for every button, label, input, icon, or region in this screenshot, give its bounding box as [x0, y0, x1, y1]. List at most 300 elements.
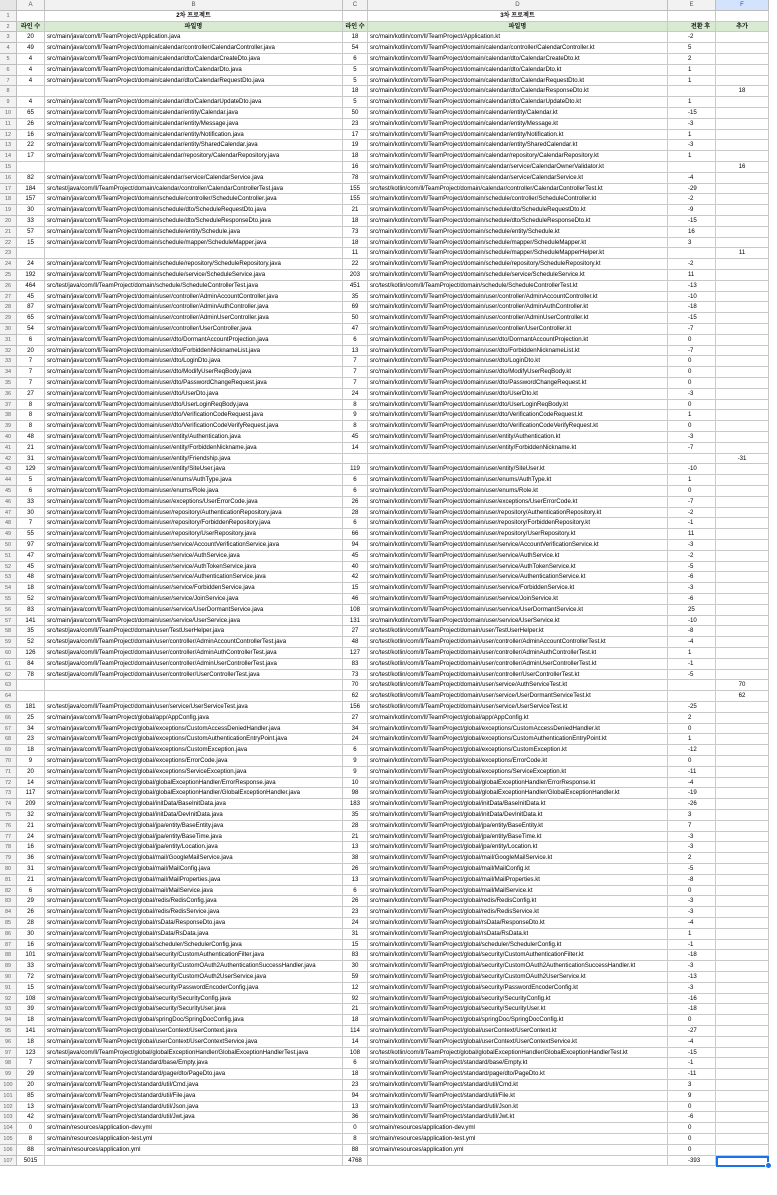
cell-filename-2[interactable]: src/test/java/com/ll/TeamProject/domain/user/service/UserServiceTest.java [45, 702, 343, 713]
cell-ap-lines-3[interactable]: 59 [343, 972, 368, 983]
cell-diff[interactable]: 1 [668, 65, 716, 76]
cell-ap-lines-2[interactable]: 4 [17, 54, 45, 65]
cell-filename-3[interactable] [368, 454, 668, 465]
cell-diff[interactable]: -1 [668, 518, 716, 529]
cell-ap-lines-3[interactable]: 54 [343, 43, 368, 54]
row-number[interactable]: 104 [0, 1123, 17, 1134]
row-number[interactable]: 74 [0, 799, 17, 810]
cell-added[interactable] [716, 432, 769, 443]
cell-diff[interactable] [668, 11, 716, 22]
cell-added[interactable] [716, 961, 769, 972]
row-number[interactable]: 62 [0, 670, 17, 681]
cell-diff[interactable] [668, 680, 716, 691]
row-number[interactable]: 1 [0, 11, 17, 22]
cell-added[interactable] [716, 605, 769, 616]
cell-diff[interactable]: 1 [668, 475, 716, 486]
row-number[interactable]: 105 [0, 1134, 17, 1145]
cell-filename-3[interactable]: src/main/kotlin/com/ll/TeamProject/domain/schedule/repository/ScheduleRepository.kt [368, 259, 668, 270]
cell-filename-3[interactable]: src/main/kotlin/com/ll/TeamProject/domain/user/service/UserDormantService.kt [368, 605, 668, 616]
cell-added[interactable] [716, 1080, 769, 1091]
cell-diff[interactable]: -11 [668, 767, 716, 778]
cell-filename-2[interactable]: src/main/java/com/ll/TeamProject/global/mail/MailService.java [45, 886, 343, 897]
row-number[interactable]: 32 [0, 346, 17, 357]
cell-diff[interactable]: -3 [668, 896, 716, 907]
cell-filename-2[interactable]: src/main/java/com/ll/TeamProject/domain/user/entity/Authentication.java [45, 432, 343, 443]
cell-filename-3[interactable]: src/main/kotlin/com/ll/TeamProject/global/initData/BaseInitData.kt [368, 799, 668, 810]
cell-added[interactable] [716, 335, 769, 346]
cell-filename-2[interactable]: src/main/java/com/ll/TeamProject/global/exceptions/CustomAccessDeniedHandler.java [45, 724, 343, 735]
cell-filename-2[interactable]: src/main/java/com/ll/TeamProject/domain/user/exceptions/UserErrorCode.java [45, 497, 343, 508]
cell-ap-lines-2[interactable]: 17 [17, 151, 45, 162]
cell-ap-lines-3[interactable]: 94 [343, 1091, 368, 1102]
cell-filename-3[interactable]: src/main/resources/application.yml [368, 1145, 668, 1156]
row-number[interactable]: 67 [0, 724, 17, 735]
cell-ap-lines-3[interactable]: 5 [343, 76, 368, 87]
cell-ap-lines-2[interactable]: 4 [17, 65, 45, 76]
cell-filename-2[interactable]: src/main/java/com/ll/TeamProject/domain/calendar/dto/CalendarRequestDto.java [45, 76, 343, 87]
cell-ap-lines-3[interactable]: 6 [343, 54, 368, 65]
cell-added[interactable] [716, 313, 769, 324]
cell-filename-3[interactable]: src/main/kotlin/com/ll/TeamProject/domain/user/service/AuthenticationService.kt [368, 572, 668, 583]
cell-ap-lines-3[interactable]: 34 [343, 724, 368, 735]
row-number[interactable]: 54 [0, 583, 17, 594]
cell-filename-3[interactable]: src/main/kotlin/com/ll/TeamProject/global/userContext/UserContextService.kt [368, 1037, 668, 1048]
row-number[interactable]: 70 [0, 756, 17, 767]
cell-added[interactable] [716, 583, 769, 594]
cell-added[interactable]: 11 [716, 248, 769, 259]
cell-filename-3[interactable]: src/main/kotlin/com/ll/TeamProject/global/springDoc/SpringDocConfig.kt [368, 1015, 668, 1026]
cell-added[interactable]: 16 [716, 162, 769, 173]
row-number[interactable]: 21 [0, 227, 17, 238]
cell-ap-lines-3[interactable]: 28 [343, 821, 368, 832]
cell-diff[interactable]: -4 [668, 1037, 716, 1048]
cell-filename-3[interactable]: src/main/kotlin/com/ll/TeamProject/standard/base/Empty.kt [368, 1058, 668, 1069]
cell-filename-3[interactable]: src/main/kotlin/com/ll/TeamProject/global/exceptions/CustomAuthenticationEntryPoint.kt [368, 734, 668, 745]
cell-filename-3[interactable]: 파일명 [368, 22, 668, 33]
cell-added[interactable] [716, 1112, 769, 1123]
row-number[interactable]: 47 [0, 508, 17, 519]
cell-filename-2[interactable]: src/main/java/com/ll/TeamProject/global/initData/DevInitData.java [45, 810, 343, 821]
cell-ap-lines-2[interactable]: 31 [17, 864, 45, 875]
cell-ap-lines-3[interactable]: 6 [343, 486, 368, 497]
cell-filename-2[interactable]: src/main/java/com/ll/TeamProject/global/scheduler/SchedulerConfig.java [45, 940, 343, 951]
cell-ap-lines-2[interactable]: 23 [17, 734, 45, 745]
cell-diff[interactable]: -2 [668, 508, 716, 519]
cell-filename-3[interactable]: src/main/kotlin/com/ll/TeamProject/domain/user/dto/UserLoginReqBody.kt [368, 400, 668, 411]
row-number[interactable]: 88 [0, 950, 17, 961]
cell-filename-3[interactable]: src/main/kotlin/com/ll/TeamProject/domain/schedule/mapper/ScheduleMapper.kt [368, 238, 668, 249]
cell-diff[interactable]: 0 [668, 400, 716, 411]
cell-added[interactable] [716, 929, 769, 940]
cell-ap-lines-3[interactable]: 156 [343, 702, 368, 713]
cell-ap-lines-3[interactable]: 26 [343, 497, 368, 508]
cell-added[interactable] [716, 767, 769, 778]
cell-added[interactable] [716, 259, 769, 270]
cell-diff[interactable]: -5 [668, 864, 716, 875]
cell-added[interactable] [716, 983, 769, 994]
cell-ap-lines-2[interactable]: 87 [17, 302, 45, 313]
cell-diff[interactable]: -3 [668, 540, 716, 551]
cell-filename-2[interactable]: src/main/java/com/ll/TeamProject/domain/user/service/AuthenticationService.java [45, 572, 343, 583]
row-number[interactable]: 40 [0, 432, 17, 443]
cell-diff[interactable]: -15 [668, 1048, 716, 1059]
cell-filename-2[interactable] [45, 680, 343, 691]
cell-filename-3[interactable]: src/main/kotlin/com/ll/TeamProject/domain/user/entity/Authentication.kt [368, 432, 668, 443]
cell-ap-lines-2[interactable]: 47 [17, 551, 45, 562]
cell-filename-3[interactable]: 3차 프로젝트 [368, 11, 668, 22]
cell-filename-3[interactable]: src/main/kotlin/com/ll/TeamProject/domain/user/service/AccountVerificationService.kt [368, 540, 668, 551]
cell-ap-lines-3[interactable]: 88 [343, 1145, 368, 1156]
cell-ap-lines-3[interactable]: 26 [343, 896, 368, 907]
cell-filename-2[interactable]: src/main/java/com/ll/TeamProject/domain/user/controller/AdminAccountController.java [45, 292, 343, 303]
cell-filename-3[interactable]: src/main/kotlin/com/ll/TeamProject/global/mail/MailProperties.kt [368, 875, 668, 886]
cell-added[interactable] [716, 778, 769, 789]
cell-added[interactable] [716, 43, 769, 54]
row-number[interactable]: 18 [0, 194, 17, 205]
cell-diff[interactable]: -10 [668, 616, 716, 627]
row-number[interactable]: 31 [0, 335, 17, 346]
column-header-d[interactable]: D [368, 0, 668, 11]
cell-ap-lines-3[interactable]: 203 [343, 270, 368, 281]
cell-added[interactable] [716, 788, 769, 799]
cell-filename-3[interactable]: src/main/kotlin/com/ll/TeamProject/global/jpa/entity/BaseEntity.kt [368, 821, 668, 832]
cell-ap-lines-2[interactable]: 39 [17, 1004, 45, 1015]
cell-filename-2[interactable] [45, 162, 343, 173]
cell-ap-lines-2[interactable]: 18 [17, 1037, 45, 1048]
cell-added[interactable] [716, 497, 769, 508]
cell-ap-lines-3[interactable]: 18 [343, 32, 368, 43]
cell-ap-lines-3[interactable]: 13 [343, 346, 368, 357]
cell-filename-3[interactable]: src/main/kotlin/com/ll/TeamProject/global/initData/DevInitData.kt [368, 810, 668, 821]
cell-ap-lines-2[interactable]: 6 [17, 486, 45, 497]
cell-filename-2[interactable]: src/main/java/com/ll/TeamProject/domain/user/service/JoinService.java [45, 594, 343, 605]
cell-diff[interactable]: -7 [668, 443, 716, 454]
cell-added[interactable] [716, 562, 769, 573]
cell-added[interactable] [716, 745, 769, 756]
cell-added[interactable] [716, 1069, 769, 1080]
cell-diff[interactable]: -7 [668, 324, 716, 335]
cell-filename-3[interactable]: src/main/kotlin/com/ll/TeamProject/domain/calendar/controller/CalendarController.kt [368, 43, 668, 54]
cell-filename-3[interactable]: src/main/kotlin/com/ll/TeamProject/domain/schedule/controller/ScheduleController.kt [368, 194, 668, 205]
cell-ap-lines-2[interactable] [17, 691, 45, 702]
cell-filename-3[interactable]: src/main/kotlin/com/ll/TeamProject/domain/user/dto/LoginDto.kt [368, 356, 668, 367]
cell-ap-lines-3[interactable]: 98 [343, 788, 368, 799]
cell-ap-lines-2[interactable]: 16 [17, 130, 45, 141]
cell-ap-lines-2[interactable]: 45 [17, 562, 45, 573]
cell-diff[interactable]: -8 [668, 626, 716, 637]
cell-added[interactable] [716, 864, 769, 875]
cell-filename-3[interactable]: src/main/kotlin/com/ll/TeamProject/domain/user/enums/Role.kt [368, 486, 668, 497]
cell-filename-3[interactable]: src/main/kotlin/com/ll/TeamProject/domain/user/dto/UserDto.kt [368, 389, 668, 400]
cell-ap-lines-3[interactable]: 8 [343, 421, 368, 432]
cell-filename-2[interactable]: src/main/java/com/ll/TeamProject/domain/user/dto/ModifyUserReqBody.java [45, 367, 343, 378]
cell-ap-lines-3[interactable]: 4768 [343, 1156, 368, 1167]
cell-ap-lines-3[interactable]: 10 [343, 778, 368, 789]
cell-added[interactable] [716, 1091, 769, 1102]
cell-ap-lines-3[interactable]: 23 [343, 1080, 368, 1091]
cell-diff[interactable]: -393 [668, 1156, 716, 1167]
row-number[interactable]: 102 [0, 1102, 17, 1113]
cell-ap-lines-3[interactable]: 8 [343, 1134, 368, 1145]
cell-filename-3[interactable]: src/main/kotlin/com/ll/TeamProject/global/globalExceptionHandler/GlobalExceptionHandler.kt [368, 788, 668, 799]
cell-filename-2[interactable]: src/test/java/com/ll/TeamProject/domain/calendar/controller/CalendarControllerTest.java [45, 184, 343, 195]
cell-ap-lines-2[interactable]: 33 [17, 216, 45, 227]
cell-added[interactable] [716, 1026, 769, 1037]
cell-filename-2[interactable]: src/main/java/com/ll/TeamProject/domain/user/controller/UserController.java [45, 324, 343, 335]
column-header-b[interactable]: B [45, 0, 343, 11]
cell-ap-lines-2[interactable]: 141 [17, 616, 45, 627]
row-number[interactable]: 25 [0, 270, 17, 281]
cell-ap-lines-3[interactable]: 16 [343, 162, 368, 173]
row-number[interactable]: 96 [0, 1037, 17, 1048]
cell-added[interactable] [716, 173, 769, 184]
cell-ap-lines-3[interactable]: 21 [343, 832, 368, 843]
cell-diff[interactable]: 2 [668, 713, 716, 724]
cell-filename-2[interactable]: src/main/java/com/ll/TeamProject/global/jpa/entity/BaseEntity.java [45, 821, 343, 832]
cell-ap-lines-3[interactable]: 9 [343, 767, 368, 778]
cell-ap-lines-2[interactable]: 85 [17, 1091, 45, 1102]
cell-ap-lines-2[interactable]: 34 [17, 724, 45, 735]
cell-added[interactable] [716, 659, 769, 670]
cell-ap-lines-2[interactable]: 라인 수 [17, 22, 45, 33]
cell-ap-lines-2[interactable]: 48 [17, 572, 45, 583]
cell-filename-3[interactable]: src/main/kotlin/com/ll/TeamProject/standard/util/Cmd.kt [368, 1080, 668, 1091]
cell-filename-2[interactable]: src/main/java/com/ll/TeamProject/global/exceptions/ErrorCode.java [45, 756, 343, 767]
cell-filename-2[interactable]: src/main/java/com/ll/TeamProject/domain/schedule/dto/ScheduleRequestDto.java [45, 205, 343, 216]
row-number[interactable]: 45 [0, 486, 17, 497]
cell-ap-lines-2[interactable]: 181 [17, 702, 45, 713]
cell-ap-lines-3[interactable]: 18 [343, 1015, 368, 1026]
cell-filename-3[interactable]: src/main/kotlin/com/ll/TeamProject/domain/user/controller/AdminUserController.kt [368, 313, 668, 324]
row-number[interactable]: 49 [0, 529, 17, 540]
fill-handle[interactable] [765, 1162, 772, 1169]
cell-ap-lines-2[interactable]: 32 [17, 810, 45, 821]
cell-filename-2[interactable]: src/main/java/com/ll/TeamProject/domain/user/dto/VerificationCodeVerifyRequest.java [45, 421, 343, 432]
cell-filename-3[interactable]: src/test/kotlin/com/ll/TeamProject/domain/user/controller/AdminAuthControllerTest.kt [368, 648, 668, 659]
cell-filename-3[interactable]: src/main/kotlin/com/ll/TeamProject/domain/user/service/JoinService.kt [368, 594, 668, 605]
cell-diff[interactable]: -12 [668, 745, 716, 756]
row-number[interactable]: 10 [0, 108, 17, 119]
cell-added[interactable] [716, 1102, 769, 1113]
cell-ap-lines-2[interactable]: 54 [17, 324, 45, 335]
cell-filename-2[interactable]: src/main/java/com/ll/TeamProject/global/exceptions/CustomAuthenticationEntryPoint.java [45, 734, 343, 745]
cell-filename-2[interactable]: src/main/java/com/ll/TeamProject/global/globalExceptionHandler/GlobalExceptionHandler.java [45, 788, 343, 799]
cell-filename-2[interactable]: src/main/java/com/ll/TeamProject/domain/schedule/entity/Schedule.java [45, 227, 343, 238]
cell-filename-2[interactable]: src/main/java/com/ll/TeamProject/domain/calendar/repository/CalendarRepository.java [45, 151, 343, 162]
cell-ap-lines-2[interactable]: 97 [17, 540, 45, 551]
cell-filename-2[interactable]: src/main/java/com/ll/TeamProject/global/jpa/entity/Location.java [45, 842, 343, 853]
cell-ap-lines-3[interactable]: 183 [343, 799, 368, 810]
cell-added[interactable] [716, 11, 769, 22]
cell-filename-3[interactable]: src/test/kotlin/com/ll/TeamProject/domain/user/service/UserDormantServiceTest.kt [368, 691, 668, 702]
cell-diff[interactable]: 0 [668, 1102, 716, 1113]
cell-filename-3[interactable]: src/main/kotlin/com/ll/TeamProject/standard/util/Json.kt [368, 1102, 668, 1113]
cell-added[interactable] [716, 875, 769, 886]
cell-ap-lines-2[interactable]: 8 [17, 410, 45, 421]
cell-filename-2[interactable]: src/main/java/com/ll/TeamProject/global/exceptions/ServiceException.java [45, 767, 343, 778]
cell-diff[interactable]: -2 [668, 32, 716, 43]
row-number[interactable]: 90 [0, 972, 17, 983]
cell-filename-2[interactable]: src/main/java/com/ll/TeamProject/domain/schedule/mapper/ScheduleMapper.java [45, 238, 343, 249]
cell-added[interactable] [716, 1004, 769, 1015]
cell-filename-2[interactable]: src/main/java/com/ll/TeamProject/global/redis/RedisService.java [45, 907, 343, 918]
cell-filename-2[interactable]: src/test/java/com/ll/TeamProject/domain/user/controller/AdminUserControllerTest.java [45, 659, 343, 670]
cell-added[interactable] [716, 832, 769, 843]
cell-filename-2[interactable]: src/main/resources/application-test.yml [45, 1134, 343, 1145]
cell-filename-3[interactable]: src/main/kotlin/com/ll/TeamProject/global/security/CustomOAuth2UserService.kt [368, 972, 668, 983]
cell-ap-lines-3[interactable]: 0 [343, 1123, 368, 1134]
cell-diff[interactable]: -3 [668, 832, 716, 843]
cell-ap-lines-3[interactable]: 26 [343, 864, 368, 875]
cell-ap-lines-3[interactable]: 22 [343, 259, 368, 270]
cell-filename-2[interactable]: src/main/resources/application-dev.yml [45, 1123, 343, 1134]
row-number[interactable]: 107 [0, 1156, 17, 1167]
cell-ap-lines-2[interactable]: 20 [17, 1080, 45, 1091]
cell-filename-2[interactable]: src/main/java/com/ll/TeamProject/Application.java [45, 32, 343, 43]
cell-added[interactable] [716, 810, 769, 821]
cell-added[interactable] [716, 400, 769, 411]
cell-filename-2[interactable]: src/main/java/com/ll/TeamProject/domain/user/service/UserService.java [45, 616, 343, 627]
cell-added[interactable] [716, 734, 769, 745]
cell-ap-lines-2[interactable]: 18 [17, 1015, 45, 1026]
cell-filename-3[interactable]: src/main/kotlin/com/ll/TeamProject/domain/schedule/dto/ScheduleResponseDto.kt [368, 216, 668, 227]
cell-filename-3[interactable]: src/test/kotlin/com/ll/TeamProject/domain/user/controller/AdminAccountControllerTest.kt [368, 637, 668, 648]
row-number[interactable]: 26 [0, 281, 17, 292]
cell-ap-lines-3[interactable]: 66 [343, 529, 368, 540]
row-number[interactable]: 101 [0, 1091, 17, 1102]
cell-added[interactable] [716, 1123, 769, 1134]
cell-ap-lines-2[interactable]: 45 [17, 292, 45, 303]
cell-diff[interactable]: -1 [668, 659, 716, 670]
cell-ap-lines-3[interactable]: 라인 수 [343, 22, 368, 33]
cell-ap-lines-3[interactable]: 7 [343, 356, 368, 367]
row-number[interactable]: 55 [0, 594, 17, 605]
cell-ap-lines-3[interactable]: 50 [343, 108, 368, 119]
cell-filename-2[interactable]: src/main/java/com/ll/TeamProject/domain/calendar/entity/Notification.java [45, 130, 343, 141]
cell-ap-lines-3[interactable]: 18 [343, 86, 368, 97]
cell-added[interactable] [716, 1145, 769, 1156]
row-number[interactable]: 38 [0, 410, 17, 421]
cell-added[interactable] [716, 616, 769, 627]
cell-ap-lines-3[interactable]: 7 [343, 367, 368, 378]
cell-diff[interactable]: 25 [668, 605, 716, 616]
cell-ap-lines-2[interactable]: 20 [17, 767, 45, 778]
cell-filename-2[interactable]: src/main/java/com/ll/TeamProject/global/mail/MailConfig.java [45, 864, 343, 875]
cell-ap-lines-3[interactable]: 18 [343, 1069, 368, 1080]
cell-ap-lines-3[interactable]: 155 [343, 184, 368, 195]
cell-ap-lines-3[interactable]: 13 [343, 1102, 368, 1113]
cell-filename-3[interactable]: src/main/kotlin/com/ll/TeamProject/global/mail/GoogleMailService.kt [368, 853, 668, 864]
cell-ap-lines-3[interactable]: 127 [343, 648, 368, 659]
cell-filename-3[interactable]: src/main/kotlin/com/ll/TeamProject/domain/user/dto/VerificationCodeRequest.kt [368, 410, 668, 421]
cell-ap-lines-2[interactable]: 129 [17, 464, 45, 475]
cell-ap-lines-2[interactable]: 7 [17, 378, 45, 389]
cell-filename-2[interactable]: src/main/java/com/ll/TeamProject/domain/schedule/service/ScheduleService.java [45, 270, 343, 281]
row-number[interactable]: 60 [0, 648, 17, 659]
cell-diff[interactable]: 3 [668, 810, 716, 821]
cell-ap-lines-2[interactable]: 16 [17, 842, 45, 853]
row-number[interactable]: 42 [0, 454, 17, 465]
cell-ap-lines-3[interactable]: 47 [343, 324, 368, 335]
cell-diff[interactable]: -6 [668, 594, 716, 605]
cell-ap-lines-2[interactable]: 0 [17, 1123, 45, 1134]
row-number[interactable]: 57 [0, 616, 17, 627]
cell-ap-lines-2[interactable]: 6 [17, 335, 45, 346]
cell-ap-lines-3[interactable]: 24 [343, 389, 368, 400]
cell-added[interactable] [716, 572, 769, 583]
cell-ap-lines-2[interactable]: 18 [17, 745, 45, 756]
cell-added[interactable] [716, 756, 769, 767]
row-number[interactable]: 39 [0, 421, 17, 432]
cell-ap-lines-2[interactable]: 33 [17, 497, 45, 508]
cell-filename-3[interactable]: src/main/kotlin/com/ll/TeamProject/domain/user/enums/AuthType.kt [368, 475, 668, 486]
row-number[interactable]: 30 [0, 324, 17, 335]
cell-ap-lines-2[interactable]: 26 [17, 119, 45, 130]
row-number[interactable]: 97 [0, 1048, 17, 1059]
cell-ap-lines-2[interactable]: 72 [17, 972, 45, 983]
cell-ap-lines-3[interactable]: 6 [343, 1058, 368, 1069]
cell-diff[interactable]: -5 [668, 670, 716, 681]
cell-filename-3[interactable]: src/main/kotlin/com/ll/TeamProject/domain/calendar/dto/CalendarUpdateDto.kt [368, 97, 668, 108]
row-number[interactable]: 2 [0, 22, 17, 33]
cell-added[interactable] [716, 670, 769, 681]
cell-diff[interactable]: -18 [668, 950, 716, 961]
cell-added[interactable] [716, 1048, 769, 1059]
cell-ap-lines-3[interactable] [343, 11, 368, 22]
cell-ap-lines-2[interactable]: 14 [17, 778, 45, 789]
cell-diff[interactable]: 0 [668, 724, 716, 735]
cell-ap-lines-3[interactable]: 18 [343, 238, 368, 249]
row-number[interactable]: 64 [0, 691, 17, 702]
row-number[interactable]: 89 [0, 961, 17, 972]
cell-diff[interactable]: -6 [668, 572, 716, 583]
cell-ap-lines-2[interactable]: 65 [17, 313, 45, 324]
cell-ap-lines-3[interactable]: 6 [343, 335, 368, 346]
cell-filename-3[interactable]: src/main/kotlin/com/ll/TeamProject/domain/user/controller/UserController.kt [368, 324, 668, 335]
cell-ap-lines-2[interactable]: 6 [17, 886, 45, 897]
cell-filename-3[interactable]: src/main/kotlin/com/ll/TeamProject/global/app/AppConfig.kt [368, 713, 668, 724]
row-number[interactable]: 29 [0, 313, 17, 324]
cell-filename-2[interactable]: src/test/java/com/ll/TeamProject/domain/user/controller/AdminAccountControllerTest.java [45, 637, 343, 648]
cell-added[interactable] [716, 896, 769, 907]
cell-diff[interactable]: -2 [668, 551, 716, 562]
cell-added[interactable] [716, 97, 769, 108]
cell-filename-3[interactable]: src/main/kotlin/com/ll/TeamProject/global/security/SecurityUser.kt [368, 1004, 668, 1015]
cell-diff[interactable]: -7 [668, 346, 716, 357]
cell-filename-3[interactable]: src/main/kotlin/com/ll/TeamProject/global/jpa/entity/Location.kt [368, 842, 668, 853]
cell-ap-lines-2[interactable]: 27 [17, 389, 45, 400]
cell-added[interactable] [716, 994, 769, 1005]
cell-ap-lines-3[interactable]: 9 [343, 756, 368, 767]
cell-ap-lines-3[interactable]: 108 [343, 605, 368, 616]
cell-added[interactable] [716, 842, 769, 853]
row-number[interactable]: 23 [0, 248, 17, 259]
row-number[interactable]: 78 [0, 842, 17, 853]
cell-diff[interactable]: 0 [668, 486, 716, 497]
row-number[interactable]: 99 [0, 1069, 17, 1080]
cell-diff[interactable]: 7 [668, 821, 716, 832]
cell-ap-lines-3[interactable]: 5 [343, 97, 368, 108]
cell-added[interactable] [716, 486, 769, 497]
cell-added[interactable] [716, 302, 769, 313]
row-number[interactable]: 9 [0, 97, 17, 108]
cell-filename-2[interactable]: src/main/java/com/ll/TeamProject/domain/user/dto/UserLoginReqBody.java [45, 400, 343, 411]
row-number[interactable]: 48 [0, 518, 17, 529]
cell-filename-3[interactable]: src/main/kotlin/com/ll/TeamProject/domain/schedule/mapper/ScheduleMapperHelper.kt [368, 248, 668, 259]
cell-diff[interactable]: 0 [668, 335, 716, 346]
cell-ap-lines-3[interactable]: 119 [343, 464, 368, 475]
cell-filename-2[interactable]: src/main/java/com/ll/TeamProject/global/security/CustomOAuth2AuthenticationSuccessHandler.java [45, 961, 343, 972]
